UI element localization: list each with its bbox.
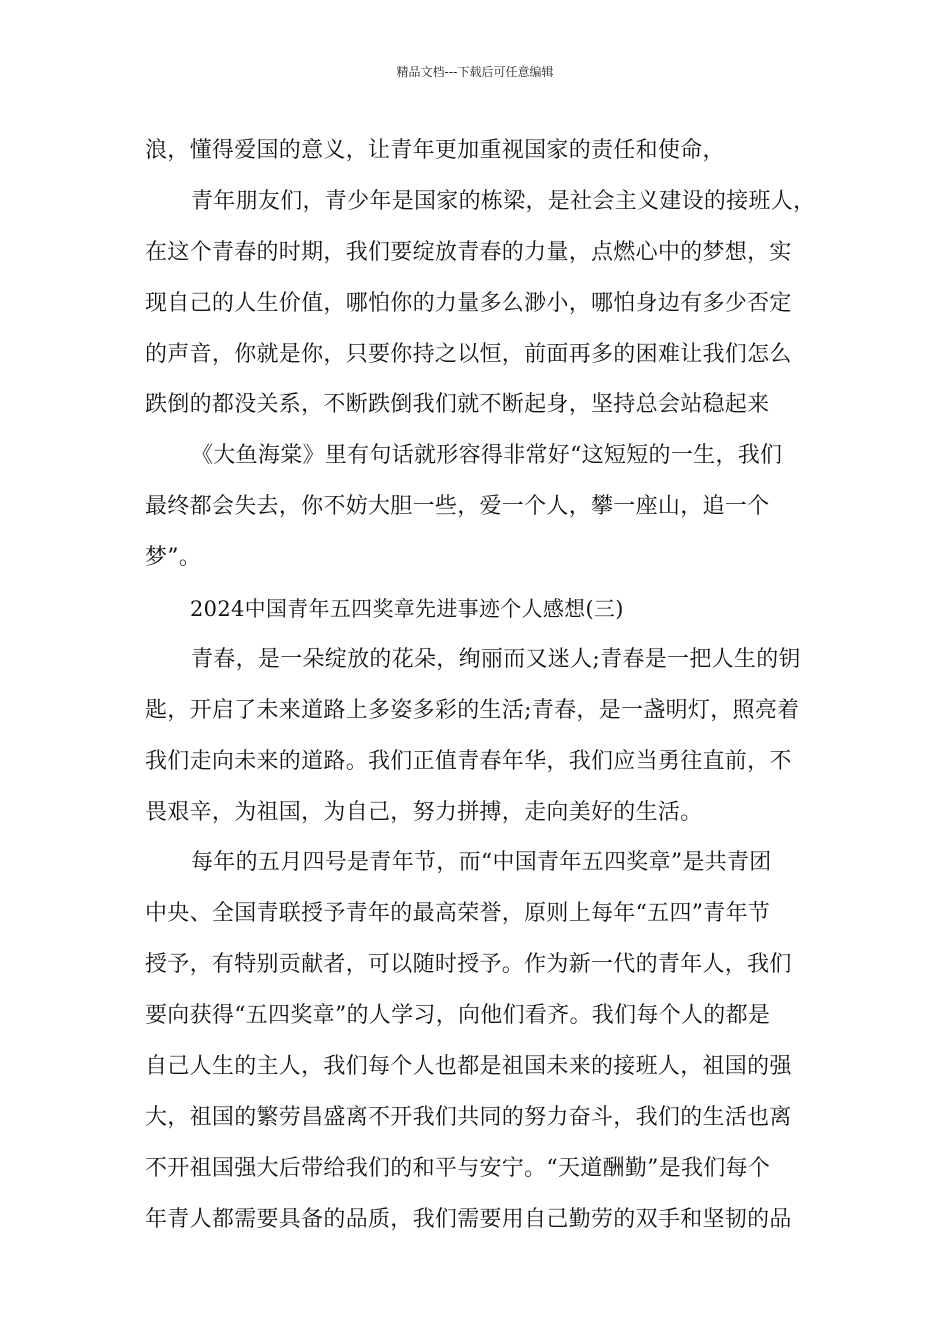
text-line: 匙，开启了未来道路上多姿多彩的生活;青春，是一盏明灯，照亮着 [145, 697, 800, 723]
text-line: 大，祖国的繁劳昌盛离不开我们共同的努力奋斗，我们的生活也离 [145, 1104, 792, 1130]
running-header: 精品文档---下载后可任意编辑 [396, 65, 554, 79]
text-line: 中央、全国青联授予青年的最高荣誉，原则上每年“五四”青年节 [145, 901, 771, 927]
text-line: 现自己的人生价值，哪怕你的力量多么渺小，哪怕身边有多少否定 [145, 290, 792, 316]
text-line: 在这个青春的时期，我们要绽放青春的力量，点燃心中的梦想，实 [145, 239, 792, 265]
text-line: 自己人生的主人，我们每个人也都是祖国未来的接班人，祖国的强 [145, 1054, 792, 1080]
text-line: 年青人都需要具备的品质，我们需要用自己勤劳的双手和坚韧的品 [145, 1206, 792, 1232]
text-line: 授予，有特别贡献者，可以随时授予。作为新一代的青年人，我们 [145, 952, 792, 978]
paragraph-start-line: 青春，是一朵绽放的花朵，绚丽而又迷人;青春是一把人生的钥 [191, 646, 801, 672]
section-heading: 2024中国青年五四奖章先进事迹个人感想(三) [190, 597, 624, 622]
text-line: 畏艰辛，为祖国，为自己，努力拼搏，走向美好的生活。 [145, 799, 703, 825]
text-line: 浪，懂得爱国的意义，让青年更加重视国家的责任和使命， [145, 138, 725, 163]
paragraph-start-line: 每年的五月四号是青年节，而“中国青年五四奖章”是共青团 [191, 850, 772, 876]
text-line: 跌倒的都没关系，不断跌倒我们就不断起身，坚持总会站稳起来 [145, 392, 770, 418]
text-line: 最终都会失去，你不妨大胆一些，爱一个人，攀一座山，追一个 [145, 494, 770, 520]
text-line: 梦”。 [145, 545, 202, 571]
text-line: 的声音，你就是你，只要你持之以恒，前面再多的困难让我们怎么 [145, 341, 792, 367]
paragraph-start-line: 青年朋友们，青少年是国家的栋梁，是社会主义建设的接班人， [191, 188, 816, 214]
paragraph-start-line: 《大鱼海棠》里有句话就形容得非常好“这短短的一生，我们 [191, 443, 783, 469]
text-line: 不开祖国强大后带给我们的和平与安宁。“天道酬勤”是我们每个 [145, 1155, 771, 1181]
text-line: 我们走向未来的道路。我们正值青春年华，我们应当勇往直前，不 [145, 748, 792, 774]
text-line: 要向获得“五四奖章”的人学习，向他们看齐。我们每个人的都是 [145, 1003, 771, 1029]
body-text [145, 126, 816, 1246]
